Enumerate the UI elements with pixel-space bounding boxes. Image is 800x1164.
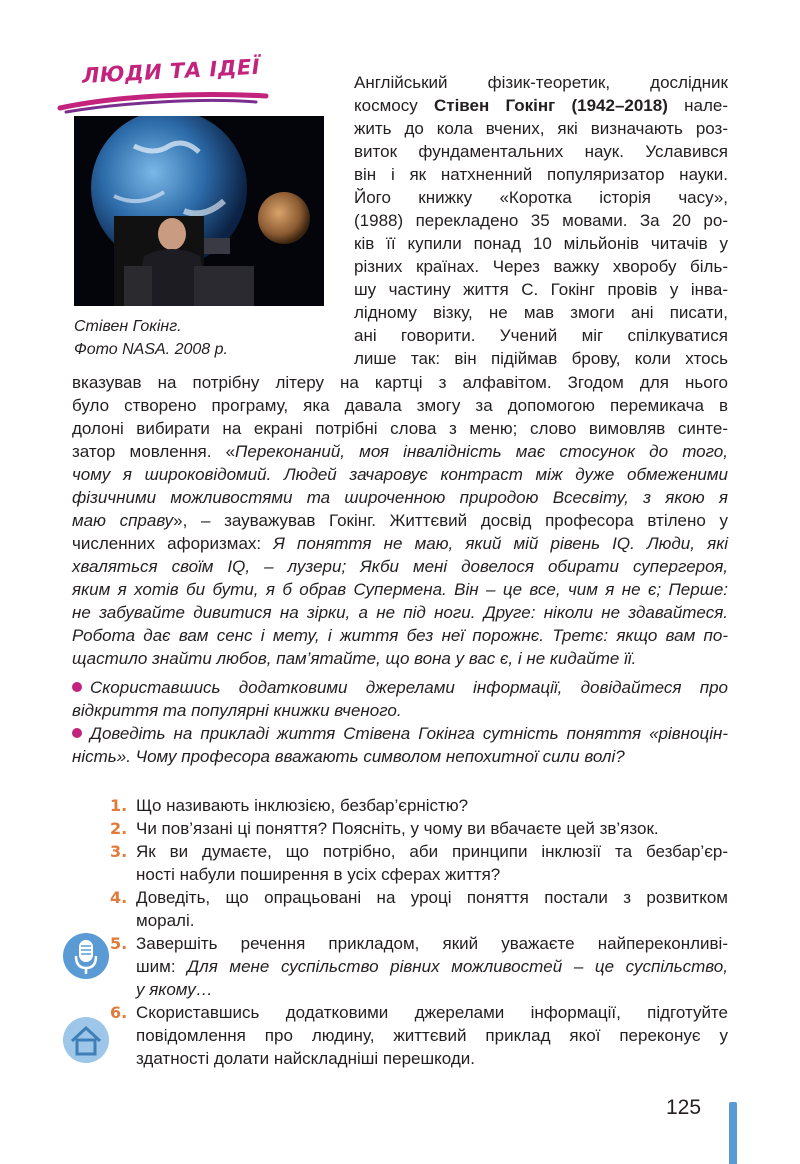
bullet-text: ність». Чому професора вважають символом непохитної сили волі?	[72, 747, 625, 766]
question-item	[110, 817, 728, 840]
bullet-text: Скориставшись додатковими джерелами інформації, довідайтеся про	[90, 678, 728, 697]
text-line	[354, 347, 728, 370]
text-run: було створено програму, яка давала змогу за допомогою перемикача в	[72, 396, 728, 415]
text-run: космосу	[354, 96, 434, 115]
text-line	[72, 532, 728, 555]
text-run: повідомлення про людину, життєвий приклад якої переконує у	[136, 1026, 728, 1045]
text-line	[354, 94, 728, 117]
text-line	[354, 71, 728, 94]
text-run: виток фундаментальних наук. Уславився	[354, 142, 728, 161]
question-text	[136, 886, 728, 932]
text-run: Чи пов’язані ці поняття? Поясніть, у чому ви вбачаєте цей зв’язок.	[136, 819, 659, 838]
question-item	[110, 840, 728, 886]
text-run: Завершіть речення прикладом, який уважаєте найпереконливі-	[136, 934, 728, 953]
text-run: різних країнах. Через важку хворобу біль-	[354, 257, 728, 276]
text-line	[72, 601, 728, 624]
text-line	[72, 463, 728, 486]
text-line	[136, 909, 728, 932]
text-line	[72, 555, 728, 578]
italic-text-run: маю справу	[72, 511, 174, 530]
bullet-item	[72, 722, 728, 768]
bullet-line	[72, 676, 728, 699]
question-text	[136, 817, 728, 840]
text-run: Англійський фізик-теоретик, дослідник	[354, 73, 728, 92]
text-line	[72, 486, 728, 509]
text-line	[354, 324, 728, 347]
text-line	[354, 278, 728, 301]
question-item	[110, 1001, 728, 1070]
bullet-dot-icon	[72, 682, 82, 692]
question-number: 6.	[110, 1003, 128, 1022]
question-text	[136, 932, 728, 1001]
bullet-item	[72, 676, 728, 722]
text-run: Як ви думаєте, що потрібно, аби принципи інклюзії та безбар’єр-	[136, 842, 728, 861]
bullet-line	[72, 745, 728, 768]
text-run: моралі.	[136, 911, 195, 930]
text-line	[136, 794, 728, 817]
text-line	[354, 163, 728, 186]
home-icon	[62, 1016, 110, 1064]
question-number: 5.	[110, 934, 128, 953]
text-line	[354, 232, 728, 255]
page-number: 125	[666, 1096, 702, 1119]
text-run: Доведіть, що опрацьовані на уроці поняття постали з розвитком	[136, 888, 728, 907]
text-run: шу частину життя С. Гокінг провів у інва-	[354, 280, 728, 299]
photo-caption	[74, 315, 324, 361]
text-line	[136, 1047, 728, 1070]
question-number: 3.	[110, 842, 128, 861]
text-run: лідному візку, не мав змоги ані писати,	[354, 303, 728, 322]
italic-text-run: у якому…	[136, 980, 213, 999]
text-run: ані говорити. Учений міг спілкуватися	[354, 326, 728, 345]
text-line	[72, 647, 728, 670]
question-number: 1.	[110, 796, 128, 815]
question-text	[136, 1001, 728, 1070]
text-line	[72, 440, 728, 463]
italic-text-run: Робота дає вам сенс і мету, і життя без неї порожнє. Третє: якщо вам по-	[72, 626, 728, 645]
bullet-line	[72, 699, 728, 722]
text-line	[136, 932, 728, 955]
caption-line: Фото NASA. 2008 р.	[74, 341, 228, 358]
text-line	[354, 140, 728, 163]
italic-text-run: Я поняття не маю, який мій рівень IQ. Люди, які	[273, 534, 728, 553]
text-line	[72, 509, 728, 532]
text-line	[136, 840, 728, 863]
text-run: ків її купили понад 10 мільйонів читачів у	[354, 234, 728, 253]
italic-text-run: яким я хотів би бути, я б обрав Супермена. Він – це все, чим я не є; Перше:	[72, 580, 728, 599]
bullet-text: відкриття та популярні книжки вченого.	[72, 701, 402, 720]
page-accent-bar	[729, 1102, 737, 1164]
intro-paragraph	[354, 71, 728, 370]
photo-illustration	[74, 116, 324, 306]
microphone-icon	[62, 932, 110, 980]
text-line	[136, 955, 728, 978]
text-line	[136, 978, 728, 1001]
text-line	[136, 863, 728, 886]
question-text	[136, 840, 728, 886]
question-text	[136, 794, 728, 817]
text-run: затор мовлення. «	[72, 442, 236, 461]
text-line	[72, 417, 728, 440]
text-line	[136, 886, 728, 909]
text-line	[354, 255, 728, 278]
bullet-dot-icon	[72, 728, 82, 738]
text-line	[72, 394, 728, 417]
text-line	[354, 186, 728, 209]
text-run: Скориставшись додатковими джерелами інформації, підготуйте	[136, 1003, 728, 1022]
italic-text-run: Для мене суспільство рівних можливостей – це суспільство,	[187, 957, 728, 976]
hawking-photo	[74, 116, 324, 306]
text-run: Його книжку «Коротка історія часу»,	[354, 188, 728, 207]
italic-text-run: щастило знайти любов, пам’ятайте, що вона у вас є, і не кидайте її.	[72, 649, 637, 668]
text-run: шим:	[136, 957, 188, 976]
italic-text-run: хваляться своїм IQ, – лузери; Якби мені довелося обирати супергероя,	[72, 557, 728, 576]
italic-text-run: чому я широковідомий. Людей зачаровує контраст між дуже обмеженими	[72, 465, 728, 484]
text-run: нале-	[667, 96, 729, 115]
text-run: він і як натхненний популяризатор науки.	[354, 165, 728, 184]
italic-text-run: фізичними можливостями та широченною природою Всесвіту, з якою я	[72, 488, 728, 507]
text-run: вказував на потрібну літеру на картці з алфавітом. Згодом для нього	[72, 373, 728, 392]
text-line	[136, 1001, 728, 1024]
task-bullets	[72, 676, 728, 768]
text-line	[72, 371, 728, 394]
section-heading	[56, 54, 276, 116]
text-line	[354, 209, 728, 232]
question-item	[110, 794, 728, 817]
question-number: 4.	[110, 888, 128, 907]
text-run: численних афоризмах:	[72, 534, 274, 553]
italic-text-run: Переконаний, моя інвалідність має стосунок до того,	[235, 442, 728, 461]
question-item	[110, 932, 728, 1001]
text-line	[72, 578, 728, 601]
text-run: долоні вибирати на екрані потрібні слова з меню; слово вимовляв синте-	[72, 419, 728, 438]
text-line	[354, 301, 728, 324]
text-run: жить до кола вчених, які визначають роз-	[354, 119, 728, 138]
text-run: (1988) перекладено 35 мовами. За 20 ро-	[354, 211, 728, 230]
text-run: ності набули поширення в усіх сферах життя?	[136, 865, 501, 884]
italic-text-run: не забувайте дивитися на зірки, а не під ноги. Друге: ніколи не здавайтеся.	[72, 603, 728, 622]
text-line	[136, 817, 728, 840]
text-run: Що називають інклюзією, безбар’єрністю?	[136, 796, 469, 815]
heading-title: ЛЮДИ ТА ІДЕЇ	[81, 54, 261, 88]
questions-list	[110, 794, 728, 1070]
text-run: лише так: він підіймав брову, коли хтось	[354, 349, 728, 368]
bullet-text: Доведіть на прикладі життя Стівена Гокінга сутність поняття «рівноцін-	[90, 724, 728, 743]
caption-line: Стівен Гокінг.	[74, 318, 182, 335]
text-line	[72, 624, 728, 647]
body-paragraph	[72, 371, 728, 670]
question-number: 2.	[110, 819, 128, 838]
bold-text-run: Стівен Гокінг (1942–2018)	[433, 96, 668, 115]
question-item	[110, 886, 728, 932]
text-line	[354, 117, 728, 140]
text-run: », – зауважував Гокінг. Життєвий досвід професора втілено у	[173, 511, 728, 530]
text-run: здатності долати найскладніші перешкоди.	[136, 1049, 475, 1068]
text-line	[136, 1024, 728, 1047]
bullet-line	[72, 722, 728, 745]
